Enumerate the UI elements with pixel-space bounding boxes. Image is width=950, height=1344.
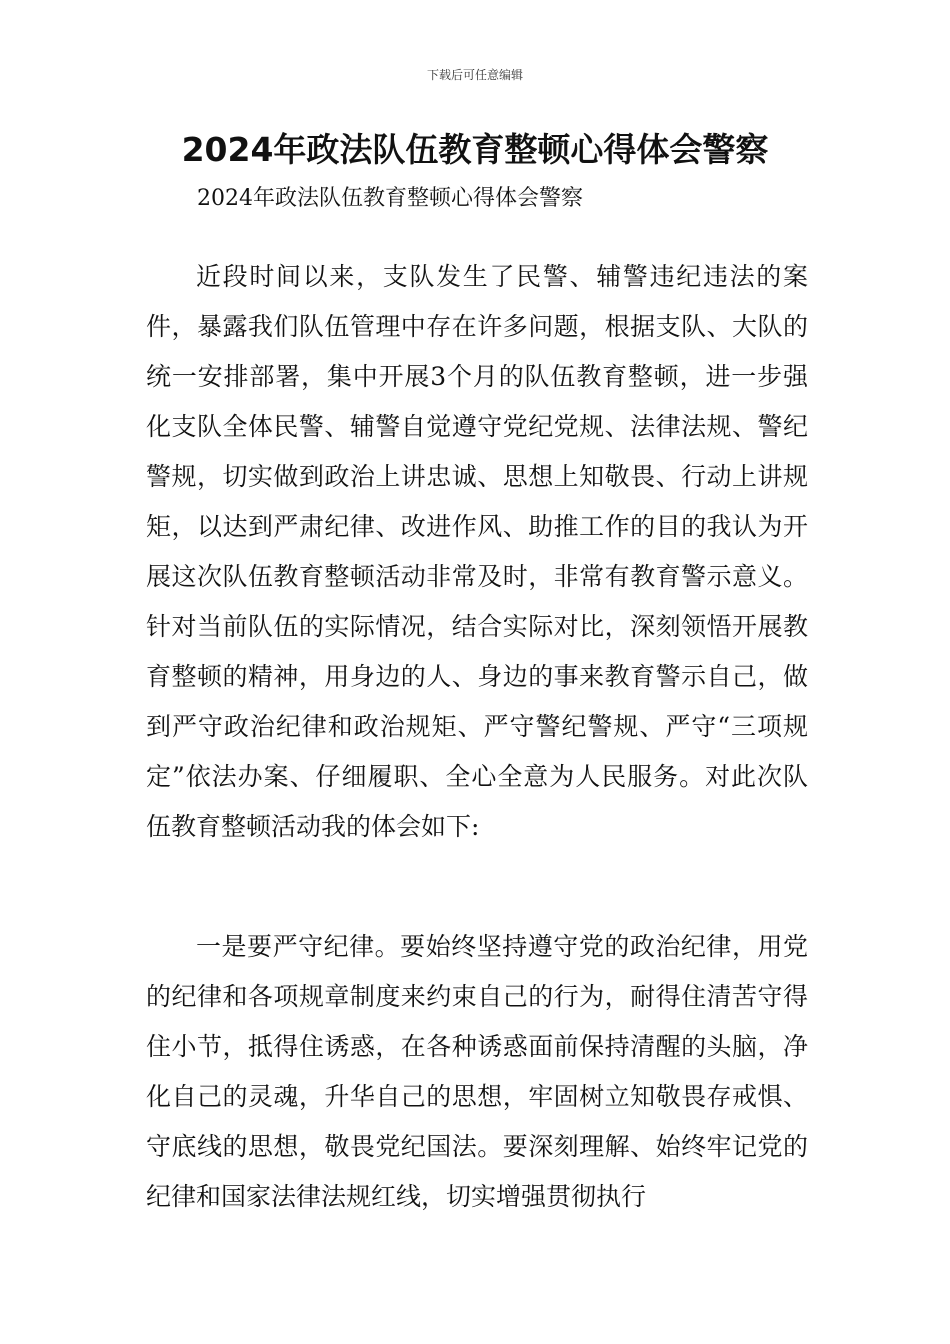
document-title: 2024年政法队伍教育整顿心得体会警察 <box>181 130 769 169</box>
document-subtitle: 2024年政法队伍教育整顿心得体会警察 <box>197 186 583 211</box>
header-note: 下载后可任意编辑 <box>426 68 523 82</box>
body-paragraph: 一是要严守纪律。要始终坚持遵守党的政治纪律，用党的纪律和各项规章制度来约束自己的行为，耐得住清苦守得住小节，抵得住诱惑，在各种诱惑面前保持清醒的头脑，净化自己的灵魂，升华自己的思想，牢固树立知敬畏存戒惧、守底线的思想，敬畏党纪国法。要深刻理解、始终牢记党的纪律和国家法律法规红线，切实增强贯彻执行 <box>146 932 808 1211</box>
body-paragraph: 近段时间以来，支队发生了民警、辅警违纪违法的案件，暴露我们队伍管理中存在许多问题，根据支队、大队的统一安排部署，集中开展3个月的队伍教育整顿，进一步强化支队全体民警、辅警自觉遵守党纪党规、法律法规、警纪警规，切实做到政治上讲忠诚、思想上知敬畏、行动上讲规矩，以达到严肃纪律、改进作风、助推工作的目的我认为开展这次队伍教育整顿活动非常及时，非常有教育警示意义。针对当前队伍的实际情况，结合实际对比，深刻领悟开展教育整顿的精神，用身边的人、身边的事来教育警示自己，做到严守政治纪律和政治规矩、严守警纪警规、严守“三项规定”依法办案、仔细履职、全心全意为人民服务。对此次队伍教育整顿活动我的体会如下: <box>146 262 808 841</box>
